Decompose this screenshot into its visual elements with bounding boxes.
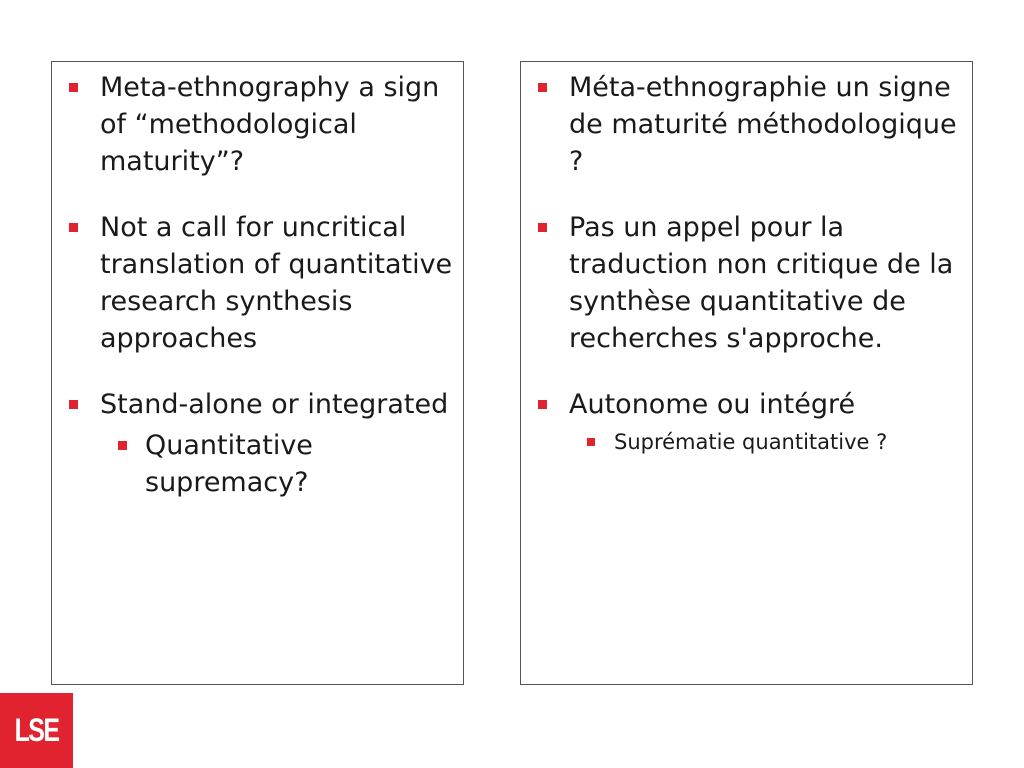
- list-item: [521, 386, 964, 457]
- list-item: [52, 209, 455, 357]
- sub-bullet-list: [100, 427, 455, 501]
- square-bullet-icon: [538, 400, 547, 409]
- square-bullet-icon: [587, 438, 595, 446]
- left-text-panel: [51, 61, 464, 685]
- lse-logo: [0, 693, 73, 768]
- list-item: [52, 69, 455, 180]
- square-bullet-icon: [538, 83, 547, 92]
- bullet-text: Méta-ethnographie un signe de maturité méthodologique ?: [569, 72, 957, 177]
- square-bullet-icon: [118, 441, 127, 450]
- right-text-panel: [520, 61, 973, 685]
- bullet-text: Not a call for uncritical translation of quantitative research synthesis approaches: [100, 212, 453, 354]
- list-item: [521, 209, 964, 357]
- bullet-text: Meta-ethnography a sign of “methodological maturity”?: [100, 72, 440, 177]
- left-bullet-list: [52, 69, 455, 530]
- sub-bullet-list: [569, 427, 964, 457]
- list-item: [52, 386, 455, 501]
- square-bullet-icon: [69, 223, 78, 232]
- sub-list-item: [569, 427, 964, 457]
- bullet-text: Pas un appel pour la traduction non critique de la synthèse quantitative de recherches s'approche.: [569, 212, 954, 354]
- square-bullet-icon: [69, 83, 78, 92]
- sub-bullet-text: Suprématie quantitative ?: [614, 430, 888, 454]
- logo-text: LSE: [14, 712, 59, 748]
- bullet-text: Autonome ou intégré: [569, 389, 856, 420]
- square-bullet-icon: [538, 223, 547, 232]
- sub-list-item: [100, 427, 455, 501]
- bullet-text: Stand-alone or integrated: [100, 389, 449, 420]
- square-bullet-icon: [69, 400, 78, 409]
- list-item: [521, 69, 964, 180]
- sub-bullet-text: Quantitative supremacy?: [145, 430, 313, 498]
- right-bullet-list: [521, 69, 964, 486]
